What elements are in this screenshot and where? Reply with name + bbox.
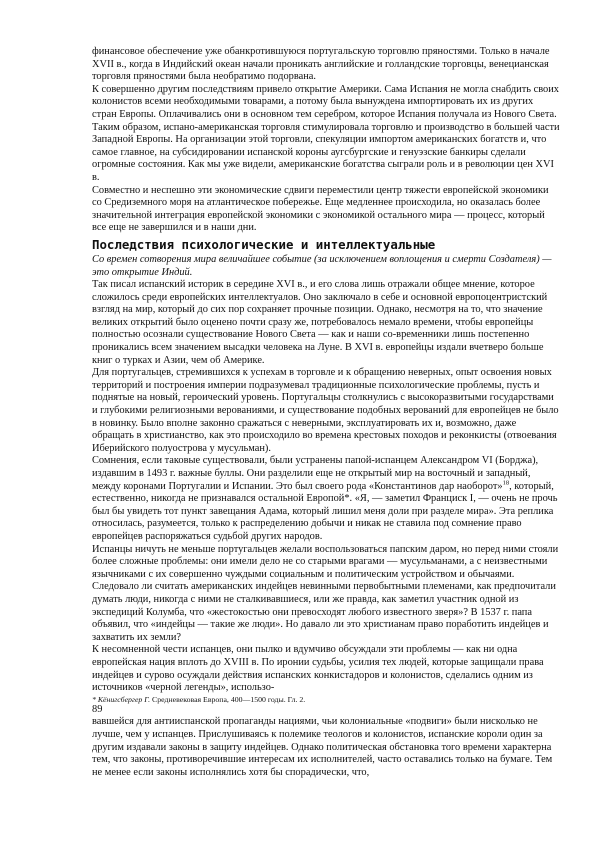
- paragraph-spice-trade: финансовое обеспечение уже обанкротившуюся португальскую торговлю пряностями. Только в начале XVII в., когда в Индийский океан начали проникать английские и голландские торговцы, венецианская торговля пряностями была необратимо подорвана.: [92, 46, 550, 83]
- page-number: 89: [92, 703, 103, 715]
- paragraph-spaniards: Испанцы ничуть не меньше португальцев желали воспользоваться папским даром, но перед ними стояли более сложные проблемы: они имели дело не со старыми врагами — мусульманами, а с неизвестными язычниками с их совершенно чуждыми социальным и политическим устройством и обычаями. Следовало ли считать американских индейцев невинными первобытными племенами, как предпочитали думать люди, никогда с ними не сталкивавшиеся, или же правда, как заметил участник одной из экспедиций Колумба, что «жестокостью они превосходят любого известного зверя»? В 1537 г. папа объявил, что «индейцы — такие же люди». Но давало ли это христианам право поработить индейцев и захватить их земли?: [92, 543, 559, 643]
- paragraph-spanish-honor: К несомненной чести испанцев, они пылко и вдумчиво обсуждали эти проблемы — как ни одна европейская нация вплоть до XVIII в. По иронии судьбы, усилия тех людей, которые защищали права индейцев и сурово осуждали действия испанских конкистадоров и колонистов, сделались одним из источников «черной легенды», использо-: [92, 644, 544, 694]
- paragraph-portuguese: Для португальцев, стремившихся к успехам в торговле и к обращению неверных, опыт освоения новых территорий и построения империи подразумевал традиционные психологические проблемы, пусть и поднятые на новый, героический уровень. Португальцы столкнулись с высокоразвитыми государствами и глубокими религиозными верованиями, и существование подобных верований для европейцев не было в новинку. Было вполне законно сражаться с неверными, эксплуатировать их и, возможно, даже обращать в христианство, как это происходило во времена крестовых походов и реконкисты (отвоевания Иберийского полуострова у мусульман).: [92, 367, 559, 454]
- footnote-source: Средневековая Европа, 400—1500 годы. Гл. 2.: [150, 694, 306, 704]
- paragraph-america-discovery: К совершенно другим последствиям привело открытие Америки. Сама Испания не могла снабдить своих колонистов всеми необходимыми товарами, а потому была вынуждена импортировать их из других стран Европы. Оплачивались они в основном тем серебром, которое Испания получала из Нового Света. Таким образом, испано-американская торговля стимулировала торговлю и производство в большей части Западной Европы. На организации этой торговли, спекуляции импортом американских богатств и, что самое главное, на субсидировании испанской короны аугсбургские и генуэзские банкиры сделали огромные состояния. Как мы уже видели, американские богатства сыграли роль и в революции цен XVI в.: [92, 83, 560, 183]
- section-heading: Последствия психологические и интеллектуальные: [92, 236, 436, 252]
- papal-bulls-text-end: , который, естественно, никогда не признавался остальной Европой*. «Я, — заметил Франциск I, — очень не прочь был бы увидеть тот пункт завещания Адама, который лишил меня доли при разделе мира». Эта реплика относилась, разумеется, только к распределению добычи и никак не ставила под сомнение право европейцев распоряжаться судьбой других народов.: [92, 480, 558, 542]
- footnote-reference: 18: [502, 479, 510, 487]
- footnote: [92, 695, 560, 704]
- text-column: [92, 46, 560, 779]
- footnote-author: * Кёнигсбергер Г.: [92, 694, 151, 704]
- papal-bulls-text-start: Сомнения, если таковые существовали, были устранены папой-испанцем Александром VI (Борджа), издавшим в 1493 г. важные буллы. Они разделили еще не открытый мир на восточный и западный, между коронами Португалии и Испании. Это был своего рода «Константинов дар наоборот»: [92, 455, 539, 492]
- paragraph-next-page: вавшейся для антииспанской пропаганды нациями, чьи колониальные «подвиги» были нисколько не лучше, чем у испанцев. Прислушиваясь к полемике теологов и колонистов, испанские короли один за другим издавали законы в защиту индейцев. Однако политическая обстановка того времени характерна тем, что законы, противоречившие интересам их исполнителей, часто оставались только на бумаге. Тем не менее если законы исполнялись хотя бы спорадически, что,: [92, 716, 553, 778]
- paragraph-economic-shift: Совместно и неспешно эти экономические сдвиги переместили центр тяжести европейской экономики со Средиземного моря на атлантическое побережье. Еще медленнее происходила, но оказалась более значительной интеграция европейской экономики с экономикой остального мира — процесс, который все еще не завершился и в наши дни.: [92, 184, 549, 234]
- epigraph: Со времен сотворения мира величайшее событие (за исключением воплощения и смерти Создателя) — это открытие Индий.: [92, 253, 552, 278]
- paragraph-gomara: Так писал испанский историк в середине XVI в., и его слова лишь отражали общее мнение, которое сложилось среди европейских интеллектуалов. Оно заключало в себе и основной европоцентристский взгляд на мир, который до сих пор сохраняет прочные позиции. Однако, несмотря на то, что значение великих открытий было оценено почти сразу же, потребовалось немало времени, чтобы европейцы полностью осознали существование Нового Света — как и наши со-временники лишь постепенно проникались всем значением высадки человека на Луне. В XVI в. европейцы издали вчетверо больше книг о турках и Азии, чем об Америке.: [92, 279, 548, 366]
- paragraph-papal-bulls: [92, 455, 560, 543]
